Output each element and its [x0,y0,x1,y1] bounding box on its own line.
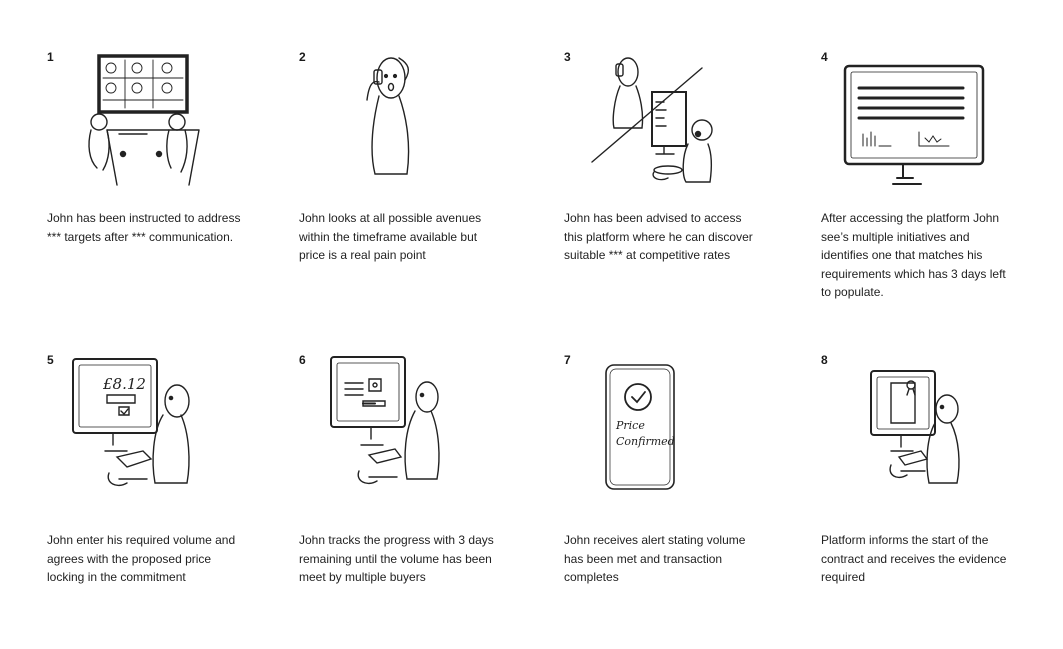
confirm-text-line1: Price [616,419,645,432]
confirm-text-line2: Confirmed [616,435,675,448]
step-caption: John has been advised to access this platform where he can discover suitable *** at competitive rates [564,211,753,262]
meeting-room-illustration [47,50,247,195]
storyboard-panel-4 [821,50,1021,300]
step-number: 1 [47,50,54,64]
step-caption: John receives alert stating volume has been met and transaction completes [564,533,746,584]
track-progress-illustration [299,353,499,503]
price-on-screen: £8.12 [103,375,146,393]
monitor-dashboard-illustration [821,50,1021,195]
step-number: 6 [299,353,306,367]
step-caption: John looks at all possible avenues within the timeframe available but price is a real pain point [299,211,482,262]
storyboard-panel-3 [564,50,764,260]
phone-confirmation-illustration [564,353,764,503]
step-number: 4 [821,50,828,64]
step-number: 2 [299,50,306,64]
step-caption: After accessing the platform John see’s multiple initiatives and identifies one that matches his requirements which has 3 days left to populate. [821,211,1006,299]
step-number: 5 [47,353,54,367]
split-call-illustration [564,50,764,195]
storyboard-panel-2 [299,50,499,260]
storyboard-panel-6 [299,353,499,613]
step-caption: Platform informs the start of the contract and receives the evidence required [821,533,1007,584]
contract-evidence-illustration [821,353,1021,503]
step-caption: John enter his required volume and agrees with the proposed price locking in the commitment [47,533,236,584]
step-caption: John has been instructed to address *** targets after *** communication. [47,211,241,244]
step-caption: John tracks the progress with 3 days remaining until the volume has been meet by multiple buyers [299,533,494,584]
step-number: 7 [564,353,571,367]
storyboard-panel-1 [47,50,247,260]
enter-volume-illustration [47,353,247,503]
step-number: 8 [821,353,828,367]
storyboard-panel-5 [47,353,247,593]
storyboard-panel-7 [564,353,764,593]
step-number: 3 [564,50,571,64]
video-call-faces [103,60,183,108]
storyboard-panel-8 [821,353,1021,593]
person-on-phone-illustration [299,50,499,195]
